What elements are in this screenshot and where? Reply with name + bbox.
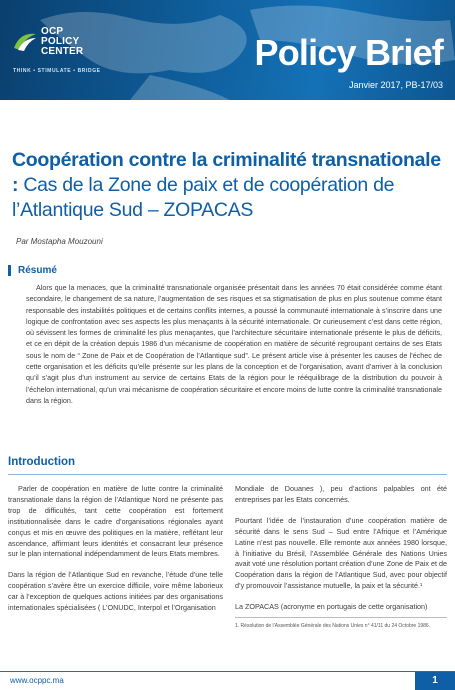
section-divider (8, 474, 447, 475)
intro-paragraph: Pourtant l’idée de l’instauration d’une coopération matière de sécurité dans le sens Sud – Sud entre l’Afrique et l’Amérique Latine n’est pas nouvelle. Elle remonte aux années 1980 lorsque, à l’initiative du Brésil, l’Assemblée Générale des Nations Unies avait voté une résolution portant création d’une Zone de Paix et de Coopération dans la région de l’Atlantique Sud, avec pour objectif d’y promouvoir l’assistance mutuelle, la paix et la sécurité.¹ (235, 515, 447, 591)
heading-bar-icon (8, 265, 11, 276)
abstract-text: Alors que la menaces, que la criminalité transnationale organisée présentait dans les années 70 était considérée comme étant secondaire, le changement de sa nature, l’augmentation de ses risques et sa stigmatisation de plus en plus soutenue comme étant responsable des instabilités politiques et de certains conflits internes, a poussé la communauté internationale à s’inscrire dans une logique de confrontation avec ses aspects les plus menaçants à la sécurité internationale. Or curieusement c’est dans cette région, où sévissent les formes de criminalité les plus menaçantes, que l’architecture sécuritaire internationale présente le plus de déficits, et ce en dépit de la création depuis 1986 d’un mécanisme de coopération en matière de sécurité regroupant certains de ses Etats sous le nom de “ Zone de Paix et de Coopération de l’Atlantique sud”. Le présent article vise à présenter les causes de l’échec de cette organisation et les déficits qu’elle présente sur les plans de la conception et de l’organisation, avant d’arriver à la conclusion qu’il s’agit plus d’un instrument au service de certains Etats de la région pour le rééquilibrage de la distribution du pouvoir à l’échelon international, qu’un vrai mécanisme de coopération sécuritaire et encore moins de lutte contre la criminalité transnationale dans la région. (26, 284, 442, 405)
footnote: 1. Résolution de l’Assemblée Générale des Nations Unies n° 41/11 du 24 Octobre 1986. (235, 623, 431, 630)
footer-website-link[interactable]: www.ocppc.ma (10, 676, 64, 685)
right-column (235, 484, 447, 630)
publication-type-title: Policy Brief (254, 32, 443, 73)
intro-paragraph: Mondiale de Douanes ), peu d’actions palpables ont été entreprises par les Etats concernés. (235, 484, 447, 504)
header-banner (0, 0, 455, 100)
intro-paragraph: La ZOPACAS (acronyme en portugais de cette organisation) (235, 602, 428, 612)
resume-heading: Résumé (8, 265, 57, 276)
intro-paragraph: Dans la région de l’Atlantique Sud en revanche, l’étude d’une telle coopération s’avère être un exercice difficile, voire même laborieux car à l’exception de quelques actions initiées par des organisations internationales spécialisées ( L’ONUDC, Interpol et l’Organisation (8, 570, 223, 613)
document-title (12, 148, 447, 223)
logo-tagline: THINK • STIMULATE • BRIDGE (13, 68, 101, 74)
left-column (8, 484, 223, 624)
footnote-separator (235, 617, 447, 618)
introduction-heading: Introduction (8, 456, 76, 468)
logo-wordmark: OCP POLICY CENTER (41, 26, 84, 57)
title-subtitle-part: Cas de la Zone de paix et de coopération de l’Atlantique Sud – ZOPACAS (12, 174, 395, 221)
publication-date: Janvier 2017, PB-17/03 (348, 80, 443, 90)
title-bold-part: Coopération contre la criminalité transnationale : (12, 149, 441, 196)
ocp-logo-icon (12, 30, 38, 52)
footer-rule (0, 671, 455, 672)
author-byline: Par Mostapha Mouzouni (16, 237, 103, 246)
intro-paragraph: Parler de coopération en matière de lutte contre la criminalité transnationale dans la région de l’Atlantique Nord ne présente pas trop de difficultés, tant cette coopération est fortement institutionnalisée dans le cadre d’organisations régionales ayant conçus et mis en œuvre des politiques en la matière, reflétant leur ascendance, affirmant leurs identités et consacrant leur présence sur le plan international indépendamment de leurs Etats membres. (8, 484, 223, 559)
page-number: 1 (415, 672, 455, 690)
